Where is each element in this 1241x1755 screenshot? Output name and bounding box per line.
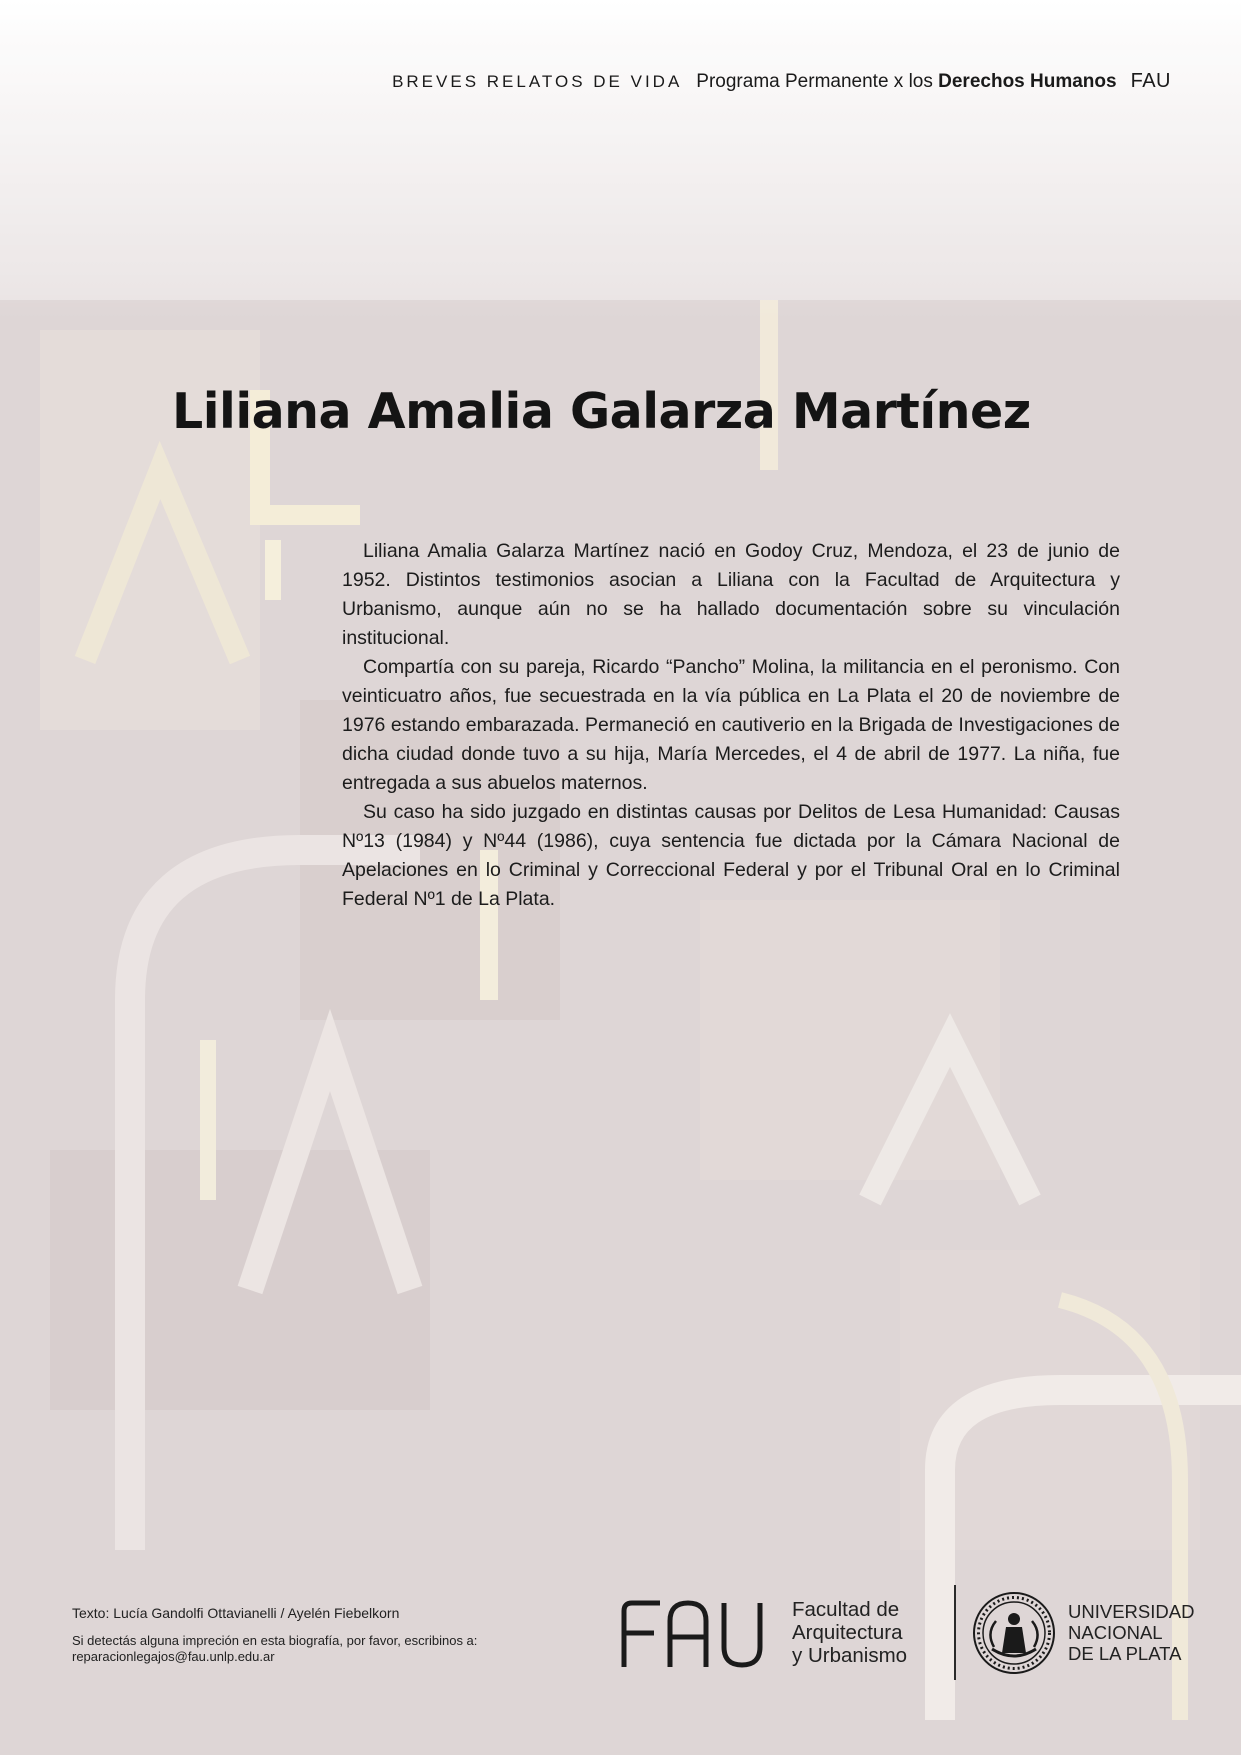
university-name: UNIVERSIDAD NACIONAL DE LA PLATA bbox=[1068, 1601, 1195, 1664]
author-credits: Texto: Lucía Gandolfi Ottavianelli / Ayelén Fiebelkorn bbox=[72, 1605, 400, 1621]
page-title: Liliana Amalia Galarza Martínez bbox=[172, 383, 1031, 440]
logo-divider bbox=[954, 1585, 956, 1680]
footer-logos bbox=[620, 1585, 1193, 1680]
university-seal-icon bbox=[972, 1591, 1056, 1675]
header-brand: FAU bbox=[1130, 70, 1171, 92]
paragraph: Liliana Amalia Galarza Martínez nació en Godoy Cruz, Mendoza, el 23 de junio de 1952. Distintos testimonios asocian a Liliana con la Facultad de Arquitectura y Urbanismo, aunque aún no se ha hallado documentación sobre su vinculación institucional. bbox=[342, 540, 1120, 649]
faculty-name: Facultad de Arquitectura y Urbanismo bbox=[792, 1598, 908, 1667]
correction-note: Si detectás alguna impreción en esta biografía, por favor, escribinos a: reparacionlegajos@fau.unlp.edu.ar bbox=[72, 1633, 478, 1664]
header bbox=[392, 70, 1171, 93]
paragraph: Compartía con su pareja, Ricardo “Pancho” Molina, la militancia en el peronismo. Con veinticuatro años, fue secuestrada en la vía pública en La Plata el 20 de noviembre de 1976 estando embarazada. Permaneció en cautiverio en la Brigada de Investigaciones de dicha ciudad donde tuvo a su hija, María Mercedes, el 4 de abril de 1977. La niña, fue entregada a sus abuelos maternos. bbox=[342, 656, 1120, 794]
paragraph: Su caso ha sido juzgado en distintas causas por Delitos de Lesa Humanidad: Causas Nº13 (1984) y Nº44 (1986), cuya sentencia fue dictada por la Cámara Nacional de Apelaciones en lo Criminal y Correccional Federal y por el Tribunal Oral en lo Criminal Federal Nº1 de La Plata. bbox=[342, 801, 1120, 910]
biography-text bbox=[342, 537, 1120, 914]
program-bold: Derechos Humanos bbox=[938, 71, 1117, 92]
series-label: BREVES RELATOS DE VIDA bbox=[392, 72, 683, 91]
footer-credits bbox=[72, 1605, 492, 1665]
program-prefix: Programa Permanente x los bbox=[696, 71, 939, 92]
program-label bbox=[696, 71, 1116, 93]
fau-logo-icon bbox=[620, 1597, 772, 1669]
